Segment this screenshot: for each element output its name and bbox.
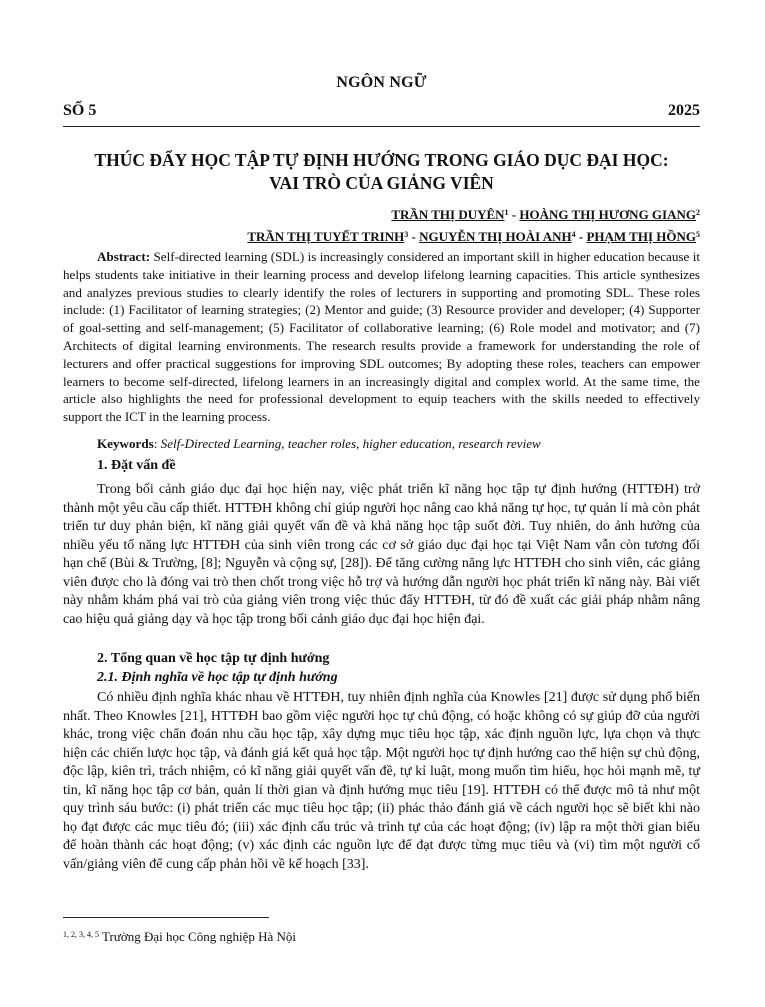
abstract-text: Self-directed learning (SDL) is increasingly considered an important skill in higher education because it helps students take initiative in their learning process and develop lifelong learning capacities. This article synthesizes and analyzes previous studies to clearly identify the roles of lecturers in supporting and promoting SDL. These roles include: (1) Facilitator of learning strategies; (2) Mentor and guide; (3) Resource provider and developer; (4) Supporter of goal-setting and self-management; (5) Facilitator of collaborative learning; (6) Role model and motivator; and (7) Architects of digital learning environments. The research results provide a framework for understanding the role of lecturers and offer practical suggestions for improving SDL outcomes; By adopting these roles, teachers can empower learners to become self-directed, lifelong learners in an increasingly digital and complex world. At the same time, the article also highlights the need for professional development to equip teachers with the skills needed to effectively support the ICT in the learning process.	[63, 249, 700, 425]
issue-number: SỐ 5	[63, 102, 97, 119]
title-line-1: THÚC ĐẨY HỌC TẬP TỰ ĐỊNH HƯỚNG TRONG GIÁO DỤC ĐẠI HỌC:	[94, 150, 669, 170]
section-heading: 1. Đặt vấn đề	[97, 458, 176, 473]
author-affiliation: 5	[696, 230, 700, 239]
author-separator: -	[575, 229, 587, 244]
author-affiliation: 2	[696, 208, 700, 217]
author-affiliation: 3	[404, 230, 409, 239]
section-paragraph: Trong bối cảnh giáo dục đại học hiện nay, việc phát triển kĩ năng học tập tự định hướng (HTTĐH) trở thành một yêu cầu cấp thiết. HTTĐH không chỉ giúp người học nâng cao khả năng tự học, tự quản lí mà còn phát triển tư duy phản biện, kĩ năng giải quyết vấn đề và khả năng học tập suốt đời. Tuy nhiên, do ảnh hưởng của nhiều yếu tố năng lực HTTĐH của sinh viên trong các cơ sở giáo dục đại học tại Việt Nam vẫn còn tương đối hạn chế (Bùi & Trường, [8]; Nguyễn và cộng sự, [28]). Để tăng cường năng lực HTTĐH cho sinh viên, các giảng viên được cho là đóng vai trò then chốt trong việc hỗ trợ và hướng dẫn người học phát triển kĩ năng này. Bài viết này nhằm khám phá vai trò của giảng viên trong việc thúc đẩy HTTĐH, từ đó đề xuất các giải pháp nhằm nâng cao hiệu quả giảng dạy và học tập trong bối cảnh giáo dục đại học hiện đại.	[63, 482, 700, 627]
keywords-label: Keywords	[97, 436, 154, 451]
author-separator: -	[408, 229, 420, 244]
footnote	[63, 929, 296, 945]
author-name: HOÀNG THỊ HƯƠNG GIANG	[519, 207, 696, 222]
authors-line-1	[247, 203, 700, 225]
authors-line-2	[247, 225, 700, 247]
footnote-text: Trường Đại học Công nghiệp Hà Nội	[99, 929, 296, 944]
author-name: PHẠM THỊ HỒNG	[586, 229, 696, 244]
subsection-heading: 2.1. Định nghĩa về học tập tự định hướng	[97, 670, 338, 685]
author-affiliation: 4	[571, 230, 576, 239]
title-line-2: VAI TRÒ CỦA GIẢNG VIÊN	[269, 173, 494, 193]
author-name: TRẦN THỊ TUYẾT TRINH	[247, 229, 405, 244]
author-name: NGUYỄN THỊ HOÀI ANH	[419, 229, 572, 244]
section-heading: 2. Tổng quan về học tập tự định hướng	[97, 651, 330, 666]
author-name: TRẦN THỊ DUYÊN	[391, 207, 505, 222]
journal-name: NGÔN NGỮ	[336, 74, 427, 91]
author-affiliation: 1	[504, 208, 509, 217]
issue-year: 2025	[668, 102, 700, 119]
footnote-markers: 1, 2, 3, 4, 5	[63, 930, 99, 939]
abstract	[63, 248, 700, 426]
keywords: Keywords: Self-Directed Learning, teacher roles, higher education, research review	[97, 436, 541, 451]
author-list	[247, 203, 700, 247]
section-paragraph: Có nhiều định nghĩa khác nhau về HTTĐH, tuy nhiên định nghĩa của Knowles [21] được sử dụng phổ biến nhất. Theo Knowles [21], HTTĐH bao gồm việc người học tự chủ động, có hoặc không có sự giúp đỡ của người khác, trong việc chẩn đoán nhu cầu học tập, xây dựng mục tiêu học tập, xác định nguồn lực, lựa chọn và thực hiện các chiến lược học tập, và đánh giá kết quả học tập. Một người học tự định hướng cao thể hiện sự chủ động, độc lập, kiên trì, trách nhiệm, có kĩ năng giải quyết vấn đề, tự kỉ luật, mong muốn tìm hiểu, học hỏi mạnh mẽ, tự tin, kĩ năng học tập cơ bản, quản lí thời gian và định hướng mục tiêu [19]. HTTĐH có thể được mô tả như một quy trình sáu bước: (i) phát triển các mục tiêu học tập; (ii) phác thảo đánh giá về cách người học sẽ biết khi nào họ đạt được các mục tiêu đó; (iii) xác định cấu trúc và trình tự của các hoạt động; (iv) lập ra một thời gian biểu để hoàn thành các hoạt động; (v) xác định các nguồn lực để đạt được từng mục tiêu và (vi) tìm một người cố vấn/giảng viên để cung cấp phản hồi về kế hoạch [33].	[63, 690, 700, 872]
paper-title	[63, 149, 700, 195]
keywords-text: Self-Directed Learning, teacher roles, higher education, research review	[160, 436, 541, 451]
footnote-rule	[63, 917, 269, 918]
issue-row	[63, 102, 700, 122]
header-rule	[63, 126, 700, 127]
abstract-label: Abstract:	[97, 249, 151, 264]
author-separator: -	[508, 207, 520, 222]
